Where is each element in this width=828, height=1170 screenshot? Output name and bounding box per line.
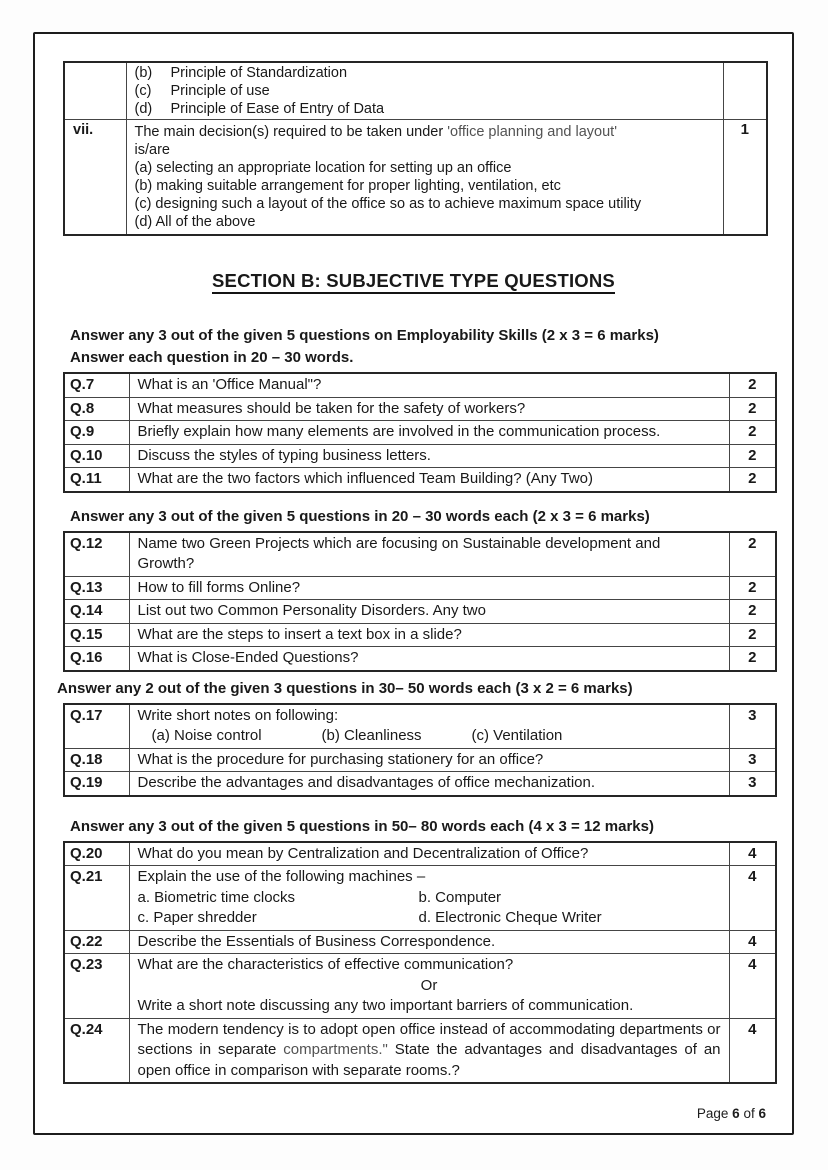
instruction-line: Answer any 3 out of the given 5 questions on Employability Skills (2 x 3 = 6 marks)	[70, 327, 659, 344]
table-row	[64, 532, 776, 577]
marks-cell: 1	[723, 120, 767, 236]
table-row	[64, 623, 776, 647]
marks-cell: 2	[729, 373, 776, 397]
question-text-cell: Discuss the styles of typing business letters.	[129, 444, 729, 468]
question-number-cell: Q.17	[64, 704, 129, 749]
marks-cell: 2	[729, 421, 776, 445]
question-number-cell: Q.9	[64, 421, 129, 445]
marks-cell: 2	[729, 468, 776, 492]
question-number-cell: Q.24	[64, 1018, 129, 1083]
question-text-cell: How to fill forms Online?	[129, 576, 729, 600]
table-row	[64, 930, 776, 954]
of-label: of	[743, 1106, 755, 1121]
instruction-line: Answer each question in 20 – 30 words.	[70, 349, 354, 366]
table-row	[64, 397, 776, 421]
question-text-cell: Name two Green Projects which are focusing on Sustainable development and Growth?	[129, 532, 729, 577]
section-heading-row	[35, 270, 792, 292]
intro-text: The main decision(s) required to be taken under	[134, 124, 448, 140]
question-number-cell: Q.11	[64, 468, 129, 492]
table-row	[64, 748, 776, 772]
marks-cell: 2	[729, 647, 776, 671]
machines-row	[138, 908, 721, 929]
question-text-cell: What measures should be taken for the safety of workers?	[129, 397, 729, 421]
question-text-cell: Describe the advantages and disadvantages of office mechanization.	[129, 772, 729, 796]
question-text-cell	[129, 704, 729, 749]
page-label: Page	[696, 1106, 729, 1121]
section-heading: SECTION B: SUBJECTIVE TYPE QUESTIONS	[212, 270, 615, 294]
mcq-option: (c) designing such a layout of the office so as to achieve maximum space utility	[134, 196, 642, 212]
option-label: (b)	[134, 65, 153, 81]
question-number-cell: Q.21	[64, 866, 129, 931]
or-separator: Or	[420, 976, 438, 994]
page-total: 6	[758, 1106, 766, 1121]
question-text-cell: What are the steps to insert a text box in a slide?	[129, 623, 729, 647]
intro-quoted-phrase: 'office planning and layout'	[447, 124, 617, 140]
marks-cell: 4	[729, 866, 776, 931]
option-text: Principle of use	[170, 83, 270, 99]
option-text: Principle of Standardization	[170, 65, 348, 81]
table-row	[64, 954, 776, 1019]
marks-cell: 4	[729, 1018, 776, 1083]
question-intro	[135, 123, 715, 141]
sub-options-row	[138, 726, 721, 747]
table-row	[64, 421, 776, 445]
sub-option: (a) Noise control	[151, 727, 262, 744]
question-text-cell	[129, 954, 729, 1019]
table-row	[64, 600, 776, 624]
question-number-cell: Q.10	[64, 444, 129, 468]
question-text-cell: What is the procedure for purchasing stationery for an office?	[129, 748, 729, 772]
machine-item: a. Biometric time clocks	[137, 888, 296, 906]
table-row	[64, 468, 776, 492]
question-text: The modern tendency is to adopt open office instead of accommodating departments or sections in separate	[137, 1020, 721, 1058]
question-quoted-word: compartments."	[283, 1041, 388, 1058]
question-text-cell: List out two Common Personality Disorders. Any two	[129, 600, 729, 624]
question-table-employability	[63, 372, 777, 493]
marks-cell: 3	[729, 748, 776, 772]
question-line: Explain the use of the following machines –	[137, 868, 426, 885]
marks-cell: 2	[729, 397, 776, 421]
question-number-cell: Q.14	[64, 600, 129, 624]
page-footer	[697, 1106, 766, 1121]
question-line: Write short notes on following:	[137, 706, 339, 724]
question-table-30-50-words	[63, 703, 777, 797]
instruction-line: Answer any 3 out of the given 5 questions in 20 – 30 words each (2 x 3 = 6 marks)	[70, 507, 650, 525]
table-row	[64, 842, 776, 866]
table-row	[64, 704, 776, 749]
question-text-cell: What is Close-Ended Questions?	[129, 647, 729, 671]
question-number-cell: Q.12	[64, 532, 129, 577]
question-number-cell: Q.22	[64, 930, 129, 954]
question-text-cell: Briefly explain how many elements are involved in the communication process.	[129, 421, 729, 445]
table-row	[64, 444, 776, 468]
table-row	[64, 576, 776, 600]
marks-cell: 3	[729, 704, 776, 749]
marks-cell: 3	[729, 772, 776, 796]
sub-option: (c) Ventilation	[471, 727, 563, 744]
table-row	[64, 62, 767, 120]
table-row	[64, 772, 776, 796]
intro-continued: is/are	[134, 142, 170, 158]
question-text-cell: Describe the Essentials of Business Correspondence.	[129, 930, 729, 954]
option-text: Principle of Ease of Entry of Data	[170, 101, 385, 117]
instruction-line: Answer any 3 out of the given 5 questions in 50– 80 words each (4 x 3 = 12 marks)	[70, 817, 654, 835]
question-line: What are the characteristics of effective communication?	[137, 956, 514, 973]
question-text-cell: What are the two factors which influenced Team Building? (Any Two)	[129, 468, 729, 492]
question-text-cell	[129, 1018, 729, 1083]
marks-cell: 2	[729, 600, 776, 624]
option-label: (c)	[134, 83, 152, 99]
question-text-cell: What is an 'Office Manual"?	[129, 373, 729, 397]
machines-row	[138, 888, 721, 909]
question-paragraph	[138, 1020, 721, 1082]
question-number-cell: Q.18	[64, 748, 129, 772]
question-number-cell: Q.7	[64, 373, 129, 397]
machine-item: d. Electronic Cheque Writer	[418, 909, 602, 926]
question-number-cell: Q.20	[64, 842, 129, 866]
question-number-cell: Q.23	[64, 954, 129, 1019]
marks-cell: 4	[729, 954, 776, 1019]
question-number-cell: Q.15	[64, 623, 129, 647]
question-text-cell	[126, 62, 723, 120]
marks-cell: 2	[729, 576, 776, 600]
mcq-option	[135, 64, 715, 82]
question-number-cell: Q.8	[64, 397, 129, 421]
marks-cell: 2	[729, 532, 776, 577]
question-number-cell	[64, 62, 126, 120]
question-text-cell	[129, 866, 729, 931]
question-number-cell: Q.19	[64, 772, 129, 796]
machine-item: b. Computer	[418, 888, 502, 906]
question-text-cell: What do you mean by Centralization and Decentralization of Office?	[129, 842, 729, 866]
question-table-50-80-words	[63, 841, 777, 1085]
option-label: (d)	[134, 101, 153, 117]
sub-option: (b) Cleanliness	[321, 727, 422, 744]
marks-cell	[723, 62, 767, 120]
question-text: State the advantages and disadvantages of an open office in comparison with separate rooms.?	[137, 1041, 721, 1079]
marks-cell: 2	[729, 444, 776, 468]
question-number-cell: Q.16	[64, 647, 129, 671]
marks-cell: 4	[729, 842, 776, 866]
page-border	[33, 32, 794, 1135]
instruction-line: Answer any 2 out of the given 3 questions in 30– 50 words each (3 x 2 = 6 marks)	[57, 679, 633, 697]
machine-item: c. Paper shredder	[137, 909, 257, 926]
mcq-option: (d) All of the above	[134, 214, 256, 230]
table-row	[64, 647, 776, 671]
page-number: 6	[732, 1106, 740, 1121]
mcq-option: (b) making suitable arrangement for proper lighting, ventilation, etc	[134, 178, 561, 194]
table-row	[64, 1018, 776, 1083]
mcq-continuation-table	[63, 61, 768, 236]
question-line: Write a short note discussing any two important barriers of communication.	[137, 997, 634, 1014]
table-row	[64, 866, 776, 931]
marks-cell: 4	[729, 930, 776, 954]
question-number-cell: vii.	[64, 120, 126, 236]
mcq-option	[135, 82, 715, 100]
mcq-option: (a) selecting an appropriate location for setting up an office	[134, 160, 512, 176]
question-text-cell	[126, 120, 723, 236]
table-row	[64, 120, 767, 236]
question-table-20-30-words	[63, 531, 777, 672]
table-row	[64, 373, 776, 397]
question-number-cell: Q.13	[64, 576, 129, 600]
marks-cell: 2	[729, 623, 776, 647]
mcq-option	[135, 100, 715, 118]
